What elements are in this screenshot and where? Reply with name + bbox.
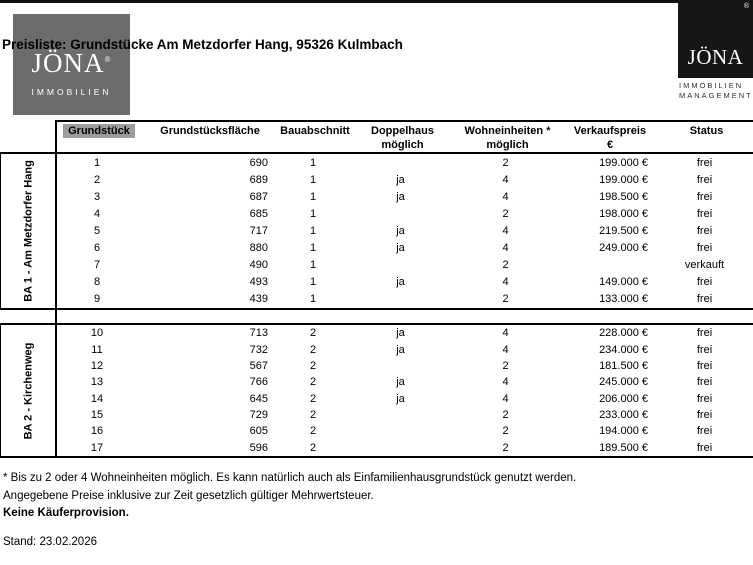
table-cell: 233.000 € [599, 409, 648, 422]
table-cell: 2 [502, 259, 509, 272]
table-cell: frei [696, 156, 713, 169]
table-row [56, 240, 753, 257]
column-header-verkaufspreis: Verkaufspreis € [573, 125, 647, 151]
joena-management-subtitle: IMMOBILIEN MANAGEMENT [679, 81, 753, 100]
price-table [0, 120, 753, 458]
section-ba2 [0, 325, 753, 456]
table-cell: ja [396, 224, 405, 237]
column-header-status: Status [689, 125, 724, 137]
table-cell: ja [396, 276, 405, 289]
table-row [56, 325, 753, 341]
table-cell: 4 [502, 276, 509, 289]
table-cell: 713 [249, 327, 268, 340]
column-header-doppelhaus: Doppelhaus möglich [371, 125, 434, 151]
table-row [56, 291, 753, 308]
table-cell: frei [696, 224, 713, 237]
table-cell: 2 [502, 441, 509, 454]
table-cell: 2 [309, 425, 317, 438]
table-cell: 5 [93, 224, 101, 237]
table-cell: 1 [309, 207, 317, 220]
table-cell: frei [696, 376, 713, 389]
table-cell: 4 [502, 392, 509, 405]
table-cell: 4 [502, 173, 509, 186]
table-cell: 605 [249, 425, 268, 438]
registered-mark: ® [743, 3, 749, 10]
table-cell: 2 [93, 173, 101, 186]
table-cell: 249.000 € [599, 242, 648, 255]
table-cell: 2 [309, 327, 317, 340]
table-cell: 194.000 € [599, 425, 648, 438]
highlighted-header-cell: Grundstück [63, 124, 135, 138]
table-cell: 4 [502, 327, 509, 340]
table-cell: 198.000 € [599, 207, 648, 220]
table-cell: 2 [309, 343, 317, 356]
table-cell: frei [696, 242, 713, 255]
table-cell: 1 [309, 293, 317, 306]
table-row [56, 188, 753, 205]
table-cell: ja [396, 327, 405, 340]
footnotes [3, 470, 576, 523]
footnote-wohneinheiten: * Bis zu 2 oder 4 Wohneinheiten möglich. Es kann natürlich auch als Einfamilienhausgrundstück genutzt werden. [3, 472, 577, 484]
table-cell: 9 [93, 293, 101, 306]
table-cell: 732 [249, 343, 268, 356]
table-row [56, 222, 753, 239]
table-cell: 645 [249, 392, 268, 405]
table-cell: ja [396, 173, 405, 186]
table-header-row [58, 122, 753, 152]
stand-date: Stand: 23.02.2026 [3, 536, 97, 548]
table-cell: 12 [90, 359, 104, 372]
table-cell: frei [696, 359, 713, 372]
table-row [56, 440, 753, 456]
table-cell: 439 [249, 293, 268, 306]
table-cell: 690 [249, 156, 268, 169]
joena-subtitle: IMMOBILIEN [31, 87, 112, 97]
table-cell: 8 [93, 276, 101, 289]
joena-logo-black [678, 0, 753, 78]
table-row [56, 407, 753, 423]
table-cell: 1 [309, 224, 317, 237]
section-ba1-label: BA 1 - Am Metzdorfer Hang [22, 160, 34, 302]
table-cell: frei [696, 392, 713, 405]
table-cell: 13 [90, 376, 104, 389]
section-label-cell [0, 154, 56, 308]
table-cell: 1 [309, 276, 317, 289]
table-cell: 1 [93, 156, 101, 169]
table-cell: 880 [249, 242, 268, 255]
registered-mark: ® [104, 55, 112, 64]
column-header-grundstueck [58, 122, 140, 152]
table-cell: verkauft [684, 259, 725, 272]
table-row [56, 205, 753, 222]
table-cell: frei [696, 173, 713, 186]
table-cell: frei [696, 441, 713, 454]
table-cell: frei [696, 190, 713, 203]
table-cell: 189.500 € [599, 441, 648, 454]
page-top-edge [0, 0, 753, 3]
table-cell: frei [696, 276, 713, 289]
section-ba1-rows [56, 154, 753, 308]
table-cell: 2 [502, 425, 509, 438]
column-header-grundstuecksflaeche: Grundstücksfläche [160, 125, 260, 137]
table-cell: 14 [90, 392, 104, 405]
table-cell: 4 [502, 224, 509, 237]
table-cell: 16 [90, 425, 104, 438]
table-cell: ja [396, 376, 405, 389]
table-cell: 717 [249, 224, 268, 237]
table-cell: 228.000 € [599, 327, 648, 340]
table-cell: 687 [249, 190, 268, 203]
table-cell: frei [696, 207, 713, 220]
table-cell: 493 [249, 276, 268, 289]
table-cell: 2 [502, 156, 509, 169]
footnote-provision: Keine Käuferprovision. [3, 507, 129, 519]
table-cell: 689 [249, 173, 268, 186]
joena-brand-text: JÖNA [687, 45, 744, 69]
table-cell: 149.000 € [599, 276, 648, 289]
table-cell: 567 [249, 359, 268, 372]
table-bottom-border [0, 456, 753, 458]
table-cell: frei [696, 425, 713, 438]
table-cell: 198.500 € [599, 190, 648, 203]
joena-brand-text: JÖNA® [31, 48, 112, 78]
table-cell: 596 [249, 441, 268, 454]
table-cell: 2 [309, 441, 317, 454]
table-cell: 6 [93, 242, 101, 255]
section-ba1 [0, 154, 753, 308]
column-header-bauabschnitt: Bauabschnitt [280, 125, 350, 137]
table-cell: 1 [309, 156, 317, 169]
table-cell: 4 [502, 190, 509, 203]
table-cell: 2 [309, 376, 317, 389]
table-cell: 7 [93, 259, 101, 272]
section1-bottom-border [0, 308, 753, 310]
table-cell: 133.000 € [599, 293, 648, 306]
table-cell: frei [696, 343, 713, 356]
table-row [56, 423, 753, 439]
table-cell: 766 [249, 376, 268, 389]
table-row [56, 341, 753, 357]
table-cell: ja [396, 190, 405, 203]
table-cell: ja [396, 343, 405, 356]
table-cell: 685 [249, 207, 268, 220]
table-row [56, 391, 753, 407]
table-cell: 1 [309, 259, 317, 272]
table-cell: 1 [309, 242, 317, 255]
table-cell: 11 [91, 343, 103, 356]
section-ba2-label: BA 2 - Kirchenweg [22, 342, 34, 439]
table-row [56, 171, 753, 188]
table-cell: 4 [502, 376, 509, 389]
table-row [56, 374, 753, 390]
table-cell: 2 [502, 409, 509, 422]
table-cell: 181.500 € [599, 359, 648, 372]
table-cell: 10 [90, 327, 104, 340]
table-cell: frei [696, 293, 713, 306]
table-cell: 729 [249, 409, 268, 422]
table-row [56, 358, 753, 374]
table-cell: 4 [502, 343, 509, 356]
table-cell: 1 [309, 173, 317, 186]
table-cell: 2 [309, 359, 317, 372]
column-header-wohneinheiten: Wohneinheiten * möglich [464, 125, 551, 151]
table-cell: 15 [90, 409, 104, 422]
table-cell: ja [396, 242, 405, 255]
table-cell: frei [696, 327, 713, 340]
page-title: Preisliste: Grundstücke Am Metzdorfer Hang, 95326 Kulmbach [2, 37, 403, 52]
table-row [56, 154, 753, 171]
table-cell: 2 [309, 409, 317, 422]
footnote-mwst: Angegebene Preise inklusive zur Zeit gesetzlich gültiger Mehrwertsteuer. [3, 489, 374, 502]
table-cell: 199.000 € [599, 156, 648, 169]
table-cell: 2 [502, 207, 509, 220]
table-cell: 4 [502, 242, 509, 255]
table-row [56, 257, 753, 274]
table-cell: 490 [249, 259, 268, 272]
table-row [56, 274, 753, 291]
table-cell: 2 [309, 392, 317, 405]
table-cell: 206.000 € [599, 392, 648, 405]
table-cell: 234.000 € [599, 343, 648, 356]
table-cell: 4 [93, 207, 101, 220]
table-cell: 2 [502, 359, 509, 372]
table-cell: 1 [309, 190, 317, 203]
table-cell: 245.000 € [599, 376, 648, 389]
table-cell: frei [696, 409, 713, 422]
section-label-cell [0, 325, 56, 456]
joena-logo-grey [13, 14, 130, 115]
table-cell: ja [396, 392, 405, 405]
table-cell: 199.000 € [599, 173, 648, 186]
section-ba2-rows [56, 325, 753, 456]
table-cell: 3 [93, 190, 101, 203]
table-cell: 2 [502, 293, 509, 306]
table-cell: 17 [90, 441, 104, 454]
table-cell: 219.500 € [599, 224, 648, 237]
